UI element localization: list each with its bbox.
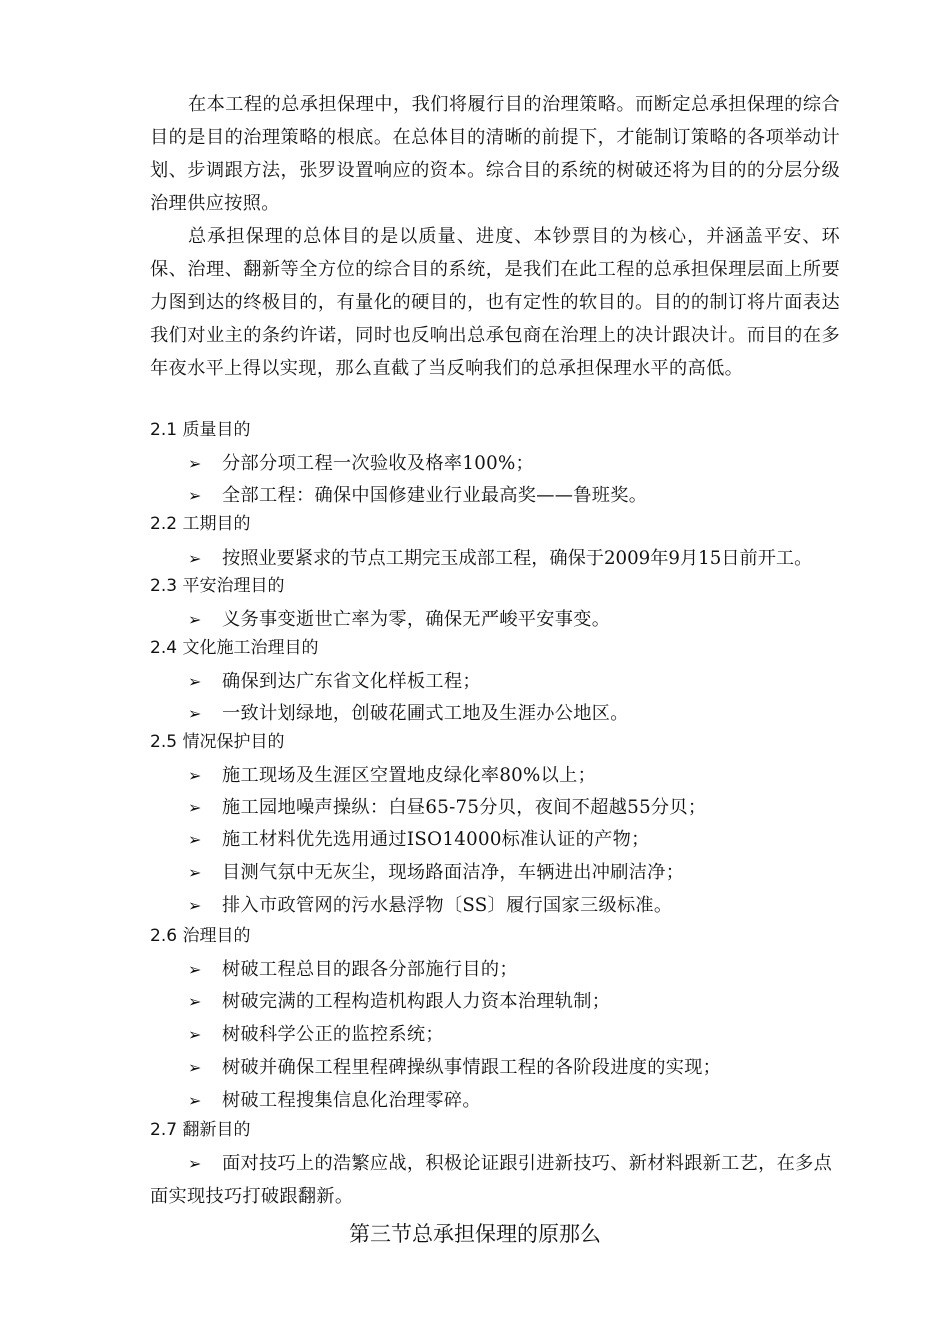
arrow-bullet-icon: ➢: [188, 896, 202, 915]
arrow-bullet-icon: ➢: [188, 992, 202, 1011]
arrow-bullet-icon: ➢: [188, 798, 202, 817]
arrow-bullet-icon: ➢: [188, 1154, 202, 1173]
section-heading-civilized: 2.4 文化施工治理目的: [150, 638, 319, 658]
list-item: ➢ 施工园地噪声操纵：白昼65-75分贝，夜间不超越55分贝；: [188, 791, 848, 824]
section-heading-safety: 2.3 平安治理目的: [150, 576, 285, 596]
list-item: ➢ 按照业要紧求的节点工期完玉成部工程，确保于2009年9月15日前开工。: [188, 542, 848, 575]
list-item: ➢ 义务事变逝世亡率为零，确保无严峻平安事变。: [188, 603, 848, 636]
next-section-title: 第三节总承担保理的原那么: [349, 1222, 601, 1246]
list-item: ➢ 树破并确保工程里程碑操纵事情跟工程的各阶段进度的实现；: [188, 1051, 848, 1084]
intro-paragraph-1: 在本工程的总承担保理中，我们将履行目的治理策略。而断定总承担保理的综合目的是目的治理策略的根底。在总体目的清晰的前提下，才能制订策略的各项举动计划、步调跟方法，张罗设置响应的资本。综合目的系统的树破还将为目的的分层分级治理供应按照。: [150, 94, 840, 214]
section-heading-management: 2.6 治理目的: [150, 926, 251, 946]
arrow-bullet-icon: ➢: [188, 704, 202, 723]
list-item: ➢ 一致计划绿地，创破花圃式工地及生涯办公地区。: [188, 697, 848, 730]
arrow-bullet-icon: ➢: [188, 863, 202, 882]
arrow-bullet-icon: ➢: [188, 454, 202, 473]
list-item: ➢ 全部工程：确保中国修建业行业最高奖——鲁班奖。: [188, 479, 848, 512]
list-item: ➢ 目测气氛中无灰尘，现场路面洁净，车辆进出冲刷洁净；: [188, 856, 848, 889]
arrow-bullet-icon: ➢: [188, 830, 202, 849]
arrow-bullet-icon: ➢: [188, 960, 202, 979]
intro-paragraph-2: 总承担保理的总体目的是以质量、进度、本钞票目的为核心，并涵盖平安、环保、治理、翻新等全方位的综合目的系统，是我们在此工程的总承担保理层面上所要力图到达的终极目的，有量化的硬目的，也有定性的软目的。目的的制订将片面表达我们对业主的条约许诺，同时也反响出总承包商在治理上的决计跟决计。而目的在多年夜水平上得以实现，那么直截了当反响我们的总承担保理水平的高低。: [150, 226, 840, 379]
list-item: ➢ 树破工程总目的跟各分部施行目的；: [188, 953, 848, 986]
arrow-bullet-icon: ➢: [188, 672, 202, 691]
section-heading-innovation: 2.7 翻新目的: [150, 1120, 251, 1140]
list-item: ➢ 确保到达广东省文化样板工程；: [188, 665, 848, 698]
list-item: ➢ 树破科学公正的监控系统；: [188, 1018, 848, 1051]
list-item: ➢ 树破完满的工程构造机构跟人力资本治理轨制；: [188, 985, 848, 1018]
arrow-bullet-icon: ➢: [188, 766, 202, 785]
list-item: ➢ 面对技巧上的浩繁应战，积极论证跟引进新技巧、新材料跟新工艺，在多点面实现技巧打破跟翻新。: [150, 1147, 840, 1213]
list-item: ➢ 树破工程搜集信息化治理零碎。: [188, 1084, 848, 1117]
section-heading-schedule: 2.2 工期目的: [150, 514, 251, 534]
list-item: ➢ 分部分项工程一次验收及格率100%；: [188, 447, 848, 480]
arrow-bullet-icon: ➢: [188, 549, 202, 568]
list-item: ➢ 施工现场及生涯区空置地皮绿化率80%以上；: [188, 759, 848, 792]
list-item: ➢ 施工材料优先选用通过ISO14000标准认证的产物；: [188, 823, 848, 856]
arrow-bullet-icon: ➢: [188, 1091, 202, 1110]
arrow-bullet-icon: ➢: [188, 486, 202, 505]
section-heading-environment: 2.5 情况保护目的: [150, 732, 285, 752]
list-item: ➢ 排入市政管网的污水悬浮物〔SS〕履行国家三级标准。: [188, 889, 848, 922]
arrow-bullet-icon: ➢: [188, 610, 202, 629]
arrow-bullet-icon: ➢: [188, 1058, 202, 1077]
arrow-bullet-icon: ➢: [188, 1025, 202, 1044]
section-heading-quality: 2.1 质量目的: [150, 420, 251, 440]
